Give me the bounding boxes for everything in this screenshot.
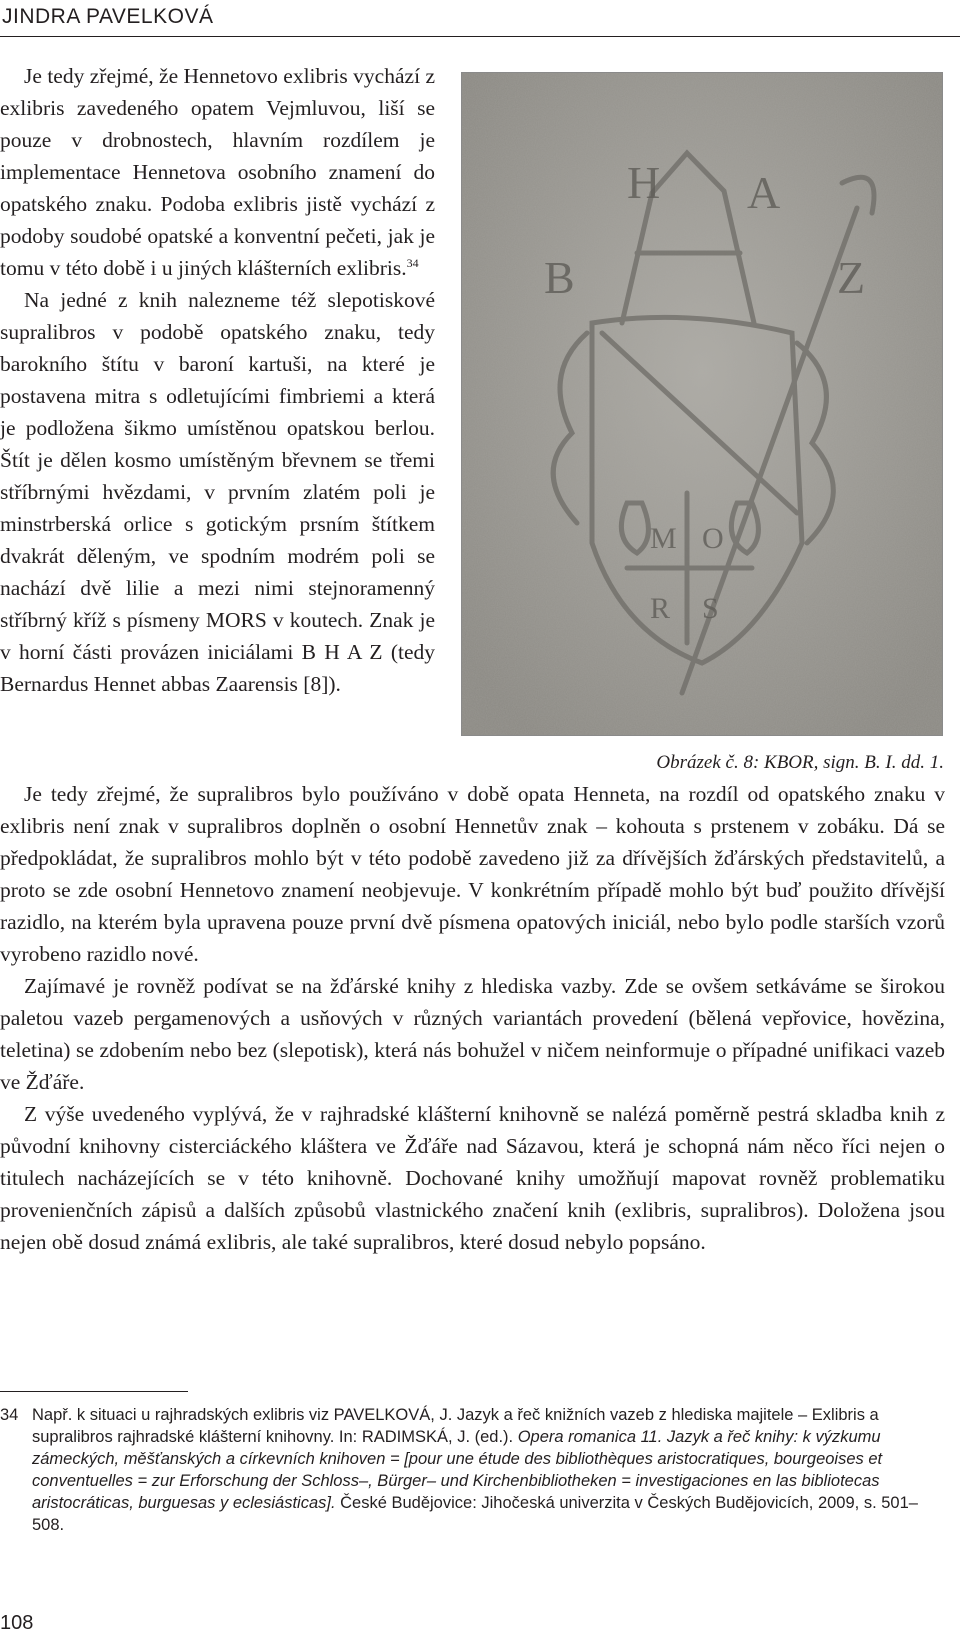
paragraph-5: Z výše uvedeného vyplývá, že v rajhradské klášterní knihovně se nalézá poměrně pestrá skladba knih z původní knihovny cisterciáckého kláštera ve Žďáře nad Sázavou, která je schopná nám něco říci nejen o titulech nacházejících se v této knihovně. Dochované knihy umožňují mapovat rovněž problematiku provenienčních zápisů a dalších způsobů vlastnického značení knih (exlibris, supralibros). Doložena jsou nejen obě dosud známá exlibris, ale také supralibros, které dosud nebylo popsáno. [0, 1102, 945, 1254]
paragraph-3: Je tedy zřejmé, že supralibros bylo používáno v době opata Henneta, na rozdíl od opatského znaku v exlibris není znak v supralibros doplněn o osobní Hennetův znak – kohouta s prstenem v zobáku. Dá se předpokládat, že supralibros mohlo být v této podobě zavedeno již za dřívějších žďárských představitelů, a proto se zde osobní Hennetovo znamení neobjevuje. V konkrétním případě mohlo být buď použito dřívější razidlo, na kterém byla upravena pouze první dvě písmena opatových iniciál, nebo bylo podle starších vzorů vyrobeno razidlo nové. [0, 782, 945, 966]
initial-b: B [544, 252, 575, 303]
cross-letter-s: S [702, 592, 719, 625]
running-title: JINDRA PAVELKOVÁ [2, 5, 214, 28]
figure-caption: Obrázek č. 8: KBOR, sign. B. I. dd. 1. [656, 752, 944, 773]
cross-letter-r: R [650, 592, 671, 625]
running-header [0, 0, 960, 37]
initial-a: A [747, 167, 781, 218]
paragraph-2: Na jedné z knih nalezneme též slepotiskové supralibros v podobě opatského znaku, tedy barokního štítu v baroní kartuši, na které je postavena mitra s odletujícími fimbriemi a která je podložena šikmo umístěnou opatskou berlou. Štít je dělen kosmo umístěným břevnem se třemi stříbrnými hvězdami, v prvním zlatém poli je minstrberská orlice s gotickým prsním štítkem dvakrát děleným, ve spodním modrém poli se nachází dvě lilie a mezi nimi stejnoramenný stříbrný kříž s písmeny MORS v koutech. Znak je v horní části provázen iniciálami B H A Z (tedy Bernardus Hennet abbas Zaarensis [8]). [0, 288, 435, 696]
initial-z: Z [837, 252, 866, 303]
footnote-34 [0, 1404, 945, 1536]
supralibros-photo [461, 72, 943, 736]
paragraph-4: Zajímavé je rovněž podívat se na žďárské knihy z hlediska vazby. Zde se ovšem setkáváme se širokou paletou vazeb pergamenových a usňových v různých variantách provedení (bělená vepřovice, hovězina, teletina) se zdobením nebo bez (slepotisk), která nás bohužel v ničem neinformuje o případné unifikaci vazeb ve Žďáře. [0, 974, 945, 1094]
footnote-text-b: České Budějovice: Jihočeská univerzita v Českých Budějovicích, 2009, s. 501–508. [32, 1494, 918, 1534]
footnote-text-a: Např. k situaci u rajhradských exlibris viz PAVELKOVÁ, J. Jazyk a řeč knižních vazeb z hlediska majitele – Exlibris a supralibros rajhradské klášterní knihovny. In: RADIMSKÁ, J. (ed.). [32, 1406, 879, 1446]
page-number: 108 [0, 1612, 34, 1634]
footnote-number: 34 [0, 1406, 19, 1424]
initial-h: H [627, 157, 661, 208]
paragraph-1-text: Je tedy zřejmé, že Hennetovo exlibris vychází z exlibris zavedeného opatem Vejmluvou, liší se pouze v drobnostech, hlavním rozdílem je implementace Hennetova osobního znamení do opatského znaku. Podoba exlibris jistě vychází z podoby soudobé opatské a konventní pečeti, jak je tomu v této době i u jiných klášterních exlibris. [0, 64, 435, 280]
footnote-ref-34[interactable]: 34 [406, 255, 419, 270]
cross-letter-m: M [650, 522, 677, 555]
supralibros-image [462, 73, 942, 735]
footnote-text-italic: Opera romanica 11. Jazyk a řeč knihy: k výzkumu zámeckých, měšťanských a církevních knihoven = [pour une étude des bibliothèques aristocratiques, bourgeoises et conventuelles = zur Erforschung der Schloss–, Bürger– und Kirchenbibliotheken = investigaciones en las bibliotecas aristocráticas, burguesas y eclesiásticas]. [32, 1428, 883, 1512]
main-text [0, 778, 945, 1258]
footnote-text [32, 1404, 945, 1536]
paragraph-1 [0, 60, 435, 284]
footnote-divider [0, 1391, 188, 1392]
left-column-text [0, 60, 435, 700]
cross-letter-o: O [702, 522, 724, 555]
